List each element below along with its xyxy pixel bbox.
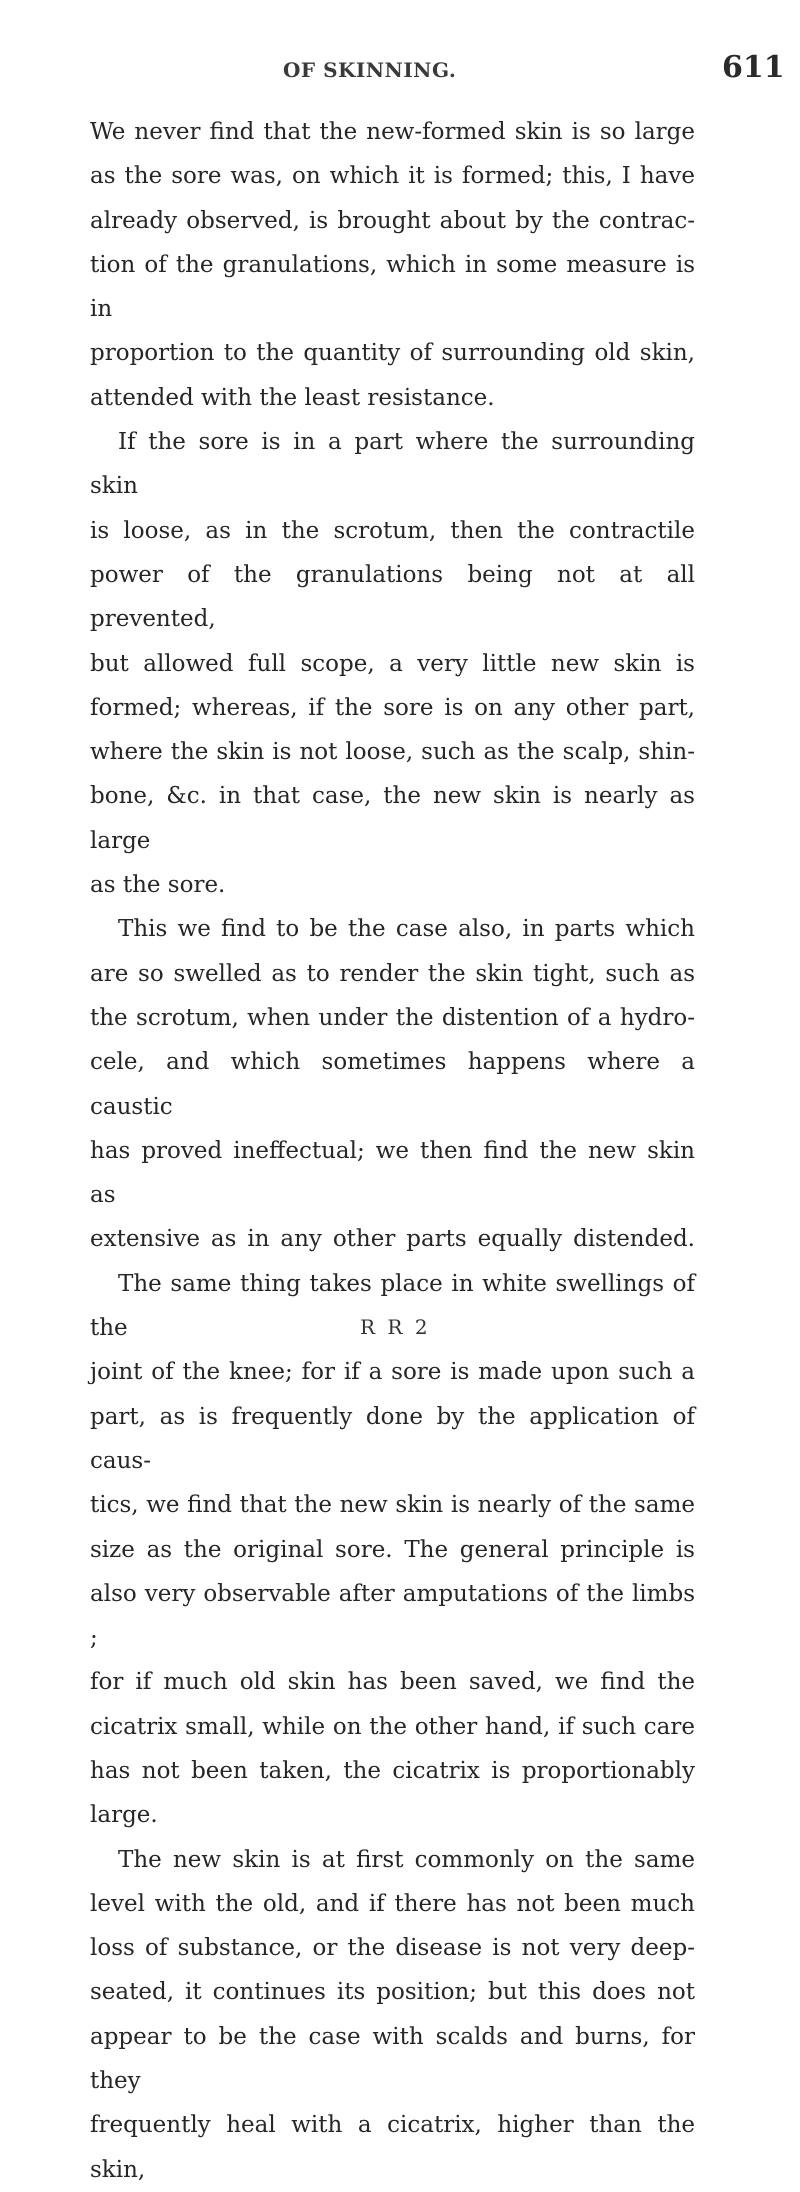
text-line: joint of the knee; for if a sore is made upon such a [90,1359,695,1386]
text-line: seated, it continues its position; but this does not [90,1979,695,2006]
signature-mark: R R 2 [360,1315,431,1339]
text-line: extensive as in any other parts equally distended. [90,1226,695,1253]
text-line: also very observable after amputations of the limbs ; [90,1580,695,1652]
text-line: cele, and which sometimes happens where a caustic [90,1049,695,1120]
text-line: the scrotum, when under the distention of a hydro- [90,1004,695,1031]
page-number: 611 [722,50,785,85]
text-line: loss of substance, or the disease is not very deep- [90,1935,695,1962]
text-line: as the sore. [90,872,226,899]
page-header [0,50,800,90]
text-line: tics, we find that the new skin is nearly of the same [90,1492,695,1519]
body-text [90,110,695,2192]
text-line: has not been taken, the cicatrix is proportionably [90,1757,695,1784]
text-line: The new skin is at first commonly on the same [118,1846,695,1873]
text-line: tion of the granulations, which in some measure is in [90,251,695,323]
running-head: OF SKINNING. [283,58,457,82]
text-line: is loose, as in the scrotum, then the contractile [90,517,695,544]
text-line: where the skin is not loose, such as the scalp, shin- [90,739,695,766]
text-line: are so swelled as to render the skin tight, such as [90,960,695,987]
text-line: size as the original sore. The general principle is [90,1536,695,1563]
text-line: as the sore was, on which it is formed; this, I have [90,163,695,190]
text-line: appear to be the case with scalds and burns, for they [90,2023,695,2095]
text-line: This we find to be the case also, in parts which [118,916,695,943]
text-line: cicatrix small, while on the other hand, if such care [90,1713,695,1740]
text-line: The same thing takes place in white swellings of the [90,1270,695,1342]
text-line: large. [90,1802,158,1829]
text-line: already observed, is brought about by the contrac- [90,207,695,234]
text-line: but allowed full scope, a very little new skin is [90,650,695,677]
text-line: level with the old, and if there has not been much [90,1890,695,1917]
text-line: power of the granulations being not at all prevented, [90,561,695,633]
text-line: bone, &c. in that case, the new skin is nearly as large [90,783,695,854]
text-line: frequently heal with a cicatrix, higher than the skin, [90,2112,695,2183]
text-line: formed; whereas, if the sore is on any other part, [90,694,695,721]
text-line: proportion to the quantity of surrounding old skin, [90,340,695,367]
text-line: has proved ineffectual; we then find the new skin as [90,1137,695,1209]
text-line: part, as is frequently done by the application of caus- [90,1403,695,1474]
text-line: attended with the least resistance. [90,384,495,411]
text-line: If the sore is in a part where the surrounding skin [90,429,695,500]
text-line: We never find that the new-formed skin is so large [90,119,695,145]
text-line: for if much old skin has been saved, we find the [90,1669,695,1696]
